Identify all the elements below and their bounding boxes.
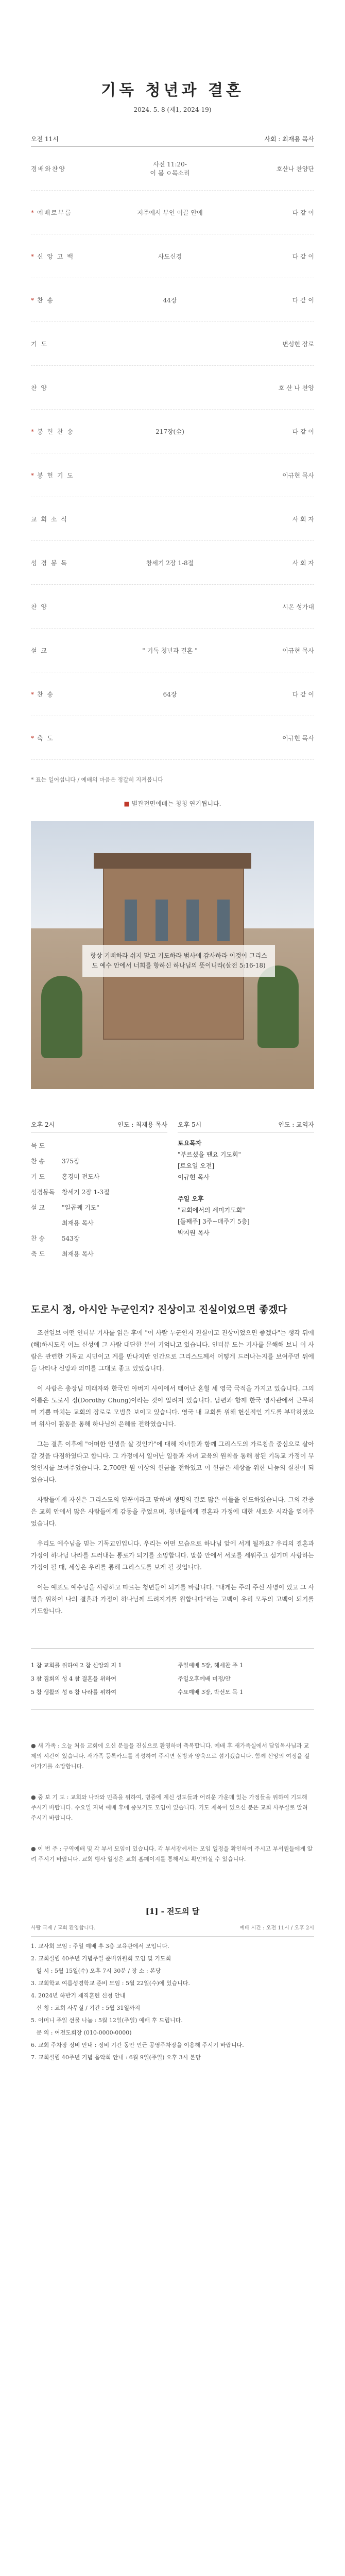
tree-right xyxy=(257,965,299,1048)
page-title: 기독 청년과 결혼 xyxy=(101,81,244,99)
news-item: 일 시 : 5월 15일(수) 오후 7시 30분 / 장 소 : 본당 xyxy=(31,1968,161,1974)
news-item: 6. 교회 주차장 정비 안내 : 정비 기간 동안 인근 공영주차장을 이용해 주시기 바랍니다. xyxy=(31,2042,244,2048)
order-row xyxy=(31,629,314,672)
evening-leader: 인도 : 교역자 xyxy=(278,1121,314,1128)
order-row xyxy=(31,366,314,410)
standing-mark: * xyxy=(31,690,35,698)
order-label: 찬 양 xyxy=(31,384,48,392)
order-detail: 217장(全) xyxy=(156,428,184,435)
news-item: 신 청 : 교회 사무실 / 기간 : 5월 31일까지 xyxy=(31,2005,141,2011)
note-this-week: ● 이 번 주 : 구역예배 및 각 부서 모임이 있습니다. 각 부서장께서는 모임 일정을 확인하여 주시고 부서원들에게 알려 주시기 바랍니다. 교회 행사 일정은 교회 홈페이지를 통해서도 확인하실 수 있습니다. xyxy=(31,1845,313,1862)
notice-text: 별관전면에배는 청청 연기됩니다. xyxy=(131,800,221,807)
standing-mark: * xyxy=(31,428,35,435)
order-label: 기 도 xyxy=(31,340,48,348)
order-leader: 호 산 나 찬양 xyxy=(278,384,314,392)
evening-program: 토요목자 "부르셨을 땐요 기도회" [토요일 오전] 이규현 목사 xyxy=(178,1140,241,1181)
prayer-schedule xyxy=(31,1648,314,1710)
order-row xyxy=(31,147,314,191)
order-label: 찬 송 xyxy=(37,296,54,304)
notice-icon: ■ xyxy=(124,800,130,807)
order-detail: 창세기 2장 1-8절 xyxy=(146,559,194,567)
sermon-article xyxy=(31,1302,314,1617)
afternoon-order-row: 찬 송 375장 xyxy=(31,1157,80,1165)
service-presider: 사회 : 최재용 목사 xyxy=(264,135,314,143)
service-time: 오전 11시 xyxy=(31,135,59,143)
order-row xyxy=(31,541,314,585)
hymn-list: 주일예배 5장, 해세찬 주 1 주일오후예배 미정/안 수요예배 3장, 박선모 목 1 xyxy=(178,1662,244,1696)
order-detail: 64장 xyxy=(163,690,177,698)
issue-date: 2024. 5. 8 (제1, 2024-19) xyxy=(133,106,212,113)
news-item: 7. 교회설립 40주년 기념 음악회 안내 : 6월 9일(주일) 오후 3시 본당 xyxy=(31,2054,201,2061)
order-leader: 다 같 이 xyxy=(292,209,314,216)
order-label: 봉 헌 기 도 xyxy=(37,471,74,479)
order-row xyxy=(31,410,314,453)
order-leader: 변성현 장로 xyxy=(282,340,314,348)
photo-caption: 항상 기뻐하라 쉬지 말고 기도하라 범사에 감사하라 이것이 그리스도 예수 안에서 너희를 향하신 하나님의 뜻이니라(살전 5:16-18) xyxy=(82,945,275,977)
sermon-paragraph: 이 사람은 총장님 미래자와 한국인 아버지 사이에서 태어난 혼혈 세 영국 국적을 가지고 있습니다. 그의 이름은 도로시 정(Dorothy Chung)이라는 것이 알려져 있습니다. 남편과 함께 한국 영사관에서 근무하며 기쁨 마치는 교회의 장로로 모범을 보이고 있습니다. 영국 내 교회를 위해 헌신적인 기도를 부탁하였으며 위사이 활동을 통해 하나님의 은혜를 전하였습니다. xyxy=(31,1385,314,1428)
order-detail: 사도신경 xyxy=(158,252,182,260)
order-leader: 호산나 찬양단 xyxy=(276,165,314,173)
news-title: [1] - 전도의 달 xyxy=(145,1907,200,1916)
order-leader: 이규현 목사 xyxy=(282,734,314,742)
order-row xyxy=(31,322,314,366)
order-row xyxy=(31,278,314,322)
order-row xyxy=(31,672,314,716)
afternoon-order-row: 최재용 목사 xyxy=(62,1219,94,1227)
afternoon-order-row: 설 교 "일곱째 기도" xyxy=(31,1204,99,1211)
order-label: 교 회 소 식 xyxy=(31,515,68,523)
order-label: 찬 양 xyxy=(31,603,48,611)
note-newcomers: ● 새 가족 : 오늘 처음 교회에 오신 분들을 진심으로 환영하며 축복합니다. 예배 후 새가족실에서 담임목사님과 교제의 시간이 있습니다. 새가족 등록카드를 작성하여 주시면 심방과 양육으로 섬기겠습니다. 함께 신앙의 여정을 걸어가기를 소망합니다. xyxy=(31,1742,310,1770)
afternoon-service-col xyxy=(31,1120,167,1261)
order-leader: 다 같 이 xyxy=(292,296,314,304)
order-label: 경배와찬양 xyxy=(31,165,66,173)
church-photo xyxy=(31,821,314,1089)
order-leader: 이규현 목사 xyxy=(282,471,314,479)
church-news xyxy=(31,1924,314,2062)
news-item: 3. 교회학교 여름성경학교 준비 모임 : 5월 22일(수)에 있습니다. xyxy=(31,1980,191,1987)
news-sub-right: 예배 시간 : 오전 11시 / 오후 2시 xyxy=(239,1925,314,1931)
order-label: 예배로부름 xyxy=(37,209,72,216)
news-item: 2. 교회설립 40주년 기념주일 준비위원회 모임 및 기도회 xyxy=(31,1955,171,1962)
standing-mark: * xyxy=(31,296,35,304)
standing-mark: * xyxy=(31,209,35,216)
standing-mark: * xyxy=(31,252,35,260)
news-item: 문 의 : 여전도회장 (010-0000-0000) xyxy=(31,2029,132,2036)
order-leader: 사 회 자 xyxy=(292,559,314,567)
order-row xyxy=(31,585,314,629)
order-label: 설 교 xyxy=(31,647,48,654)
order-label: 성 경 봉 독 xyxy=(31,559,68,567)
standing-note: * 표는 일어섭니다 / 예배의 마음은 정갈히 지켜봅니다 xyxy=(31,776,163,783)
news-item: 5. 어머니 주일 선물 나눔 : 5월 12일(주일) 예배 후 드립니다. xyxy=(31,2017,183,2024)
order-detail: " 기독 청년과 결혼 " xyxy=(142,647,198,654)
order-label: 신 앙 고 백 xyxy=(37,252,74,260)
evening-service-col xyxy=(178,1120,314,1261)
order-detail: 저주에서 부인 이끌 안에 xyxy=(137,209,203,216)
order-label: 축 도 xyxy=(37,734,54,742)
afternoon-order-row: 성경봉독 창세기 2장 1-3절 xyxy=(31,1188,110,1196)
order-label: 봉 헌 찬 송 xyxy=(37,428,74,435)
order-row xyxy=(31,191,314,234)
worship-order xyxy=(31,147,314,760)
sermon-paragraph: 우리도 예수님을 믿는 기독교인입니다. 우리는 어떤 모습으로 하나님 앞에 서게 될까요? 우리의 결혼과 가정이 하나님 나라를 드러내는 통로가 되기를 소망합니다. 말씀 안에서 서로를 세워주고 섬기며 사랑하는 가정이 될 때, 세상은 우리를 통해 그리스도를 보게 될 것입니다. xyxy=(31,1540,314,1571)
news-sub-left: 사랑 국제 / 교회 환영합니다. xyxy=(31,1925,96,1931)
evening-program: 주일 오후 "교회에서의 세미기도회" [둘째주] 3주~매주기 5층] 박지원 목사 xyxy=(178,1195,250,1236)
prayer-topics: 1 참 교회를 위하여 2 참 신앙의 지 1 3 참 집회의 성 4 참 결혼을 위하여 5 참 생활의 성 6 참 나라를 위하여 xyxy=(31,1662,122,1696)
evening-time: 오후 5시 xyxy=(178,1121,202,1128)
sermon-paragraph: 이는 예표도 예수님을 사랑하고 따르는 청년들이 되기를 바랍니다. "내게는 주의 주신 사명이 있고 그 사명을 위하여 나의 결혼과 가정이 하나님께 드려지기를 원합니다"라는 고백이 우리 모두의 고백이 되기를 기도합니다. xyxy=(31,1584,315,1615)
note-intercession: ● 중 보 기 도 : 교회와 나라와 민족을 위하여, 병중에 계신 성도들과 어려운 가운데 있는 가정들을 위하여 기도해 주시기 바랍니다. 수요일 저녁 예배 후에 중보기도 모임이 있습니다. 기도 제목이 있으신 분은 교회 사무실로 알려 주시기 바랍니다. xyxy=(31,1794,308,1821)
annex-notice xyxy=(0,799,345,808)
afternoon-leader: 인도 : 최재용 목사 xyxy=(117,1121,167,1128)
order-row xyxy=(31,716,314,760)
order-label: 찬 송 xyxy=(37,690,54,698)
standing-mark: * xyxy=(31,471,35,479)
order-row xyxy=(31,497,314,541)
news-item: 4. 2024년 하반기 제직훈련 신청 안내 xyxy=(31,1992,126,1999)
order-row xyxy=(31,234,314,278)
standing-mark: * xyxy=(31,734,35,742)
service-meta xyxy=(31,134,314,143)
order-row xyxy=(31,453,314,497)
order-leader: 시온 성가대 xyxy=(282,603,314,611)
order-leader: 다 같 이 xyxy=(292,428,314,435)
order-detail: 44장 xyxy=(163,296,177,304)
afternoon-order-row: 묵 도 xyxy=(31,1142,45,1149)
afternoon-time: 오후 2시 xyxy=(31,1121,55,1128)
sermon-title: 도로시 정, 아시안 누군인지? 진상이고 진실이었으면 좋겠다 xyxy=(31,1304,287,1315)
sermon-paragraph: 조선일보 어떤 인터뷰 기사를 읽은 후에 "이 사람 누군인지 진실이고 진상이었으면 좋겠다"는 생각 뒤에(해)하시도록 어느 신성에 그 사람 대단한 분이 기억나고 있습니다. 인터뷰 도는 기사를 문해해 보니 이 사람은 관련한 기독교 시민이고 계를 만나지만 인간으로 그리스도께서 어떻게 드러나는지를 보여주면 뒤에 들 나타나 신앙과 의미를 그대로 좋고 있었습니다. xyxy=(31,1329,314,1372)
bulletin-header xyxy=(0,0,345,114)
afternoon-order-row: 찬 송 543장 xyxy=(31,1234,80,1242)
order-leader: 다 같 이 xyxy=(292,690,314,698)
order-leader: 사 회 자 xyxy=(292,515,314,523)
tree-left xyxy=(41,976,82,1058)
afternoon-services xyxy=(31,1120,314,1261)
sermon-paragraph: 사람들에게 자신은 그리스도의 일꾼이라고 말하며 생명의 길로 많은 이들을 인도하였습니다. 그의 간증은 교회 안에서 많은 사람들에게 감동을 주었으며, 청년들에게 결혼과 가정에 대한 새로운 시각을 열어주었습니다. xyxy=(31,1496,314,1527)
afternoon-order-row: 축 도 최재용 목사 xyxy=(31,1250,94,1258)
church-notes xyxy=(31,1741,314,1865)
news-item: 1. 교사회 모임 : 주일 예배 후 3층 교육관에서 모입니다. xyxy=(31,1943,169,1950)
order-leader: 다 같 이 xyxy=(292,252,314,260)
order-detail: 사전 11:20- 이 봄 ㅇ목소리 xyxy=(150,161,190,177)
afternoon-order-row: 기 도 홍경미 전도사 xyxy=(31,1173,100,1180)
sermon-paragraph: 그는 결혼 이후에 "어떠한 인생을 살 것인가"에 대해 자녀들과 함께 그리스도의 가르침을 중심으로 살아갈 것을 다짐하였다고 합니다. 그 가정에서 일어난 일들과 자녀 교육의 원칙을 통해 참된 기독교 가정이 무엇인지를 보여주었습니다. 2,700만 원 이상의 헌금을 전하였고 이 헌금은 세상을 위한 나눔의 실천이 되었습니다. xyxy=(31,1440,314,1483)
order-leader: 이규현 목사 xyxy=(282,647,314,654)
